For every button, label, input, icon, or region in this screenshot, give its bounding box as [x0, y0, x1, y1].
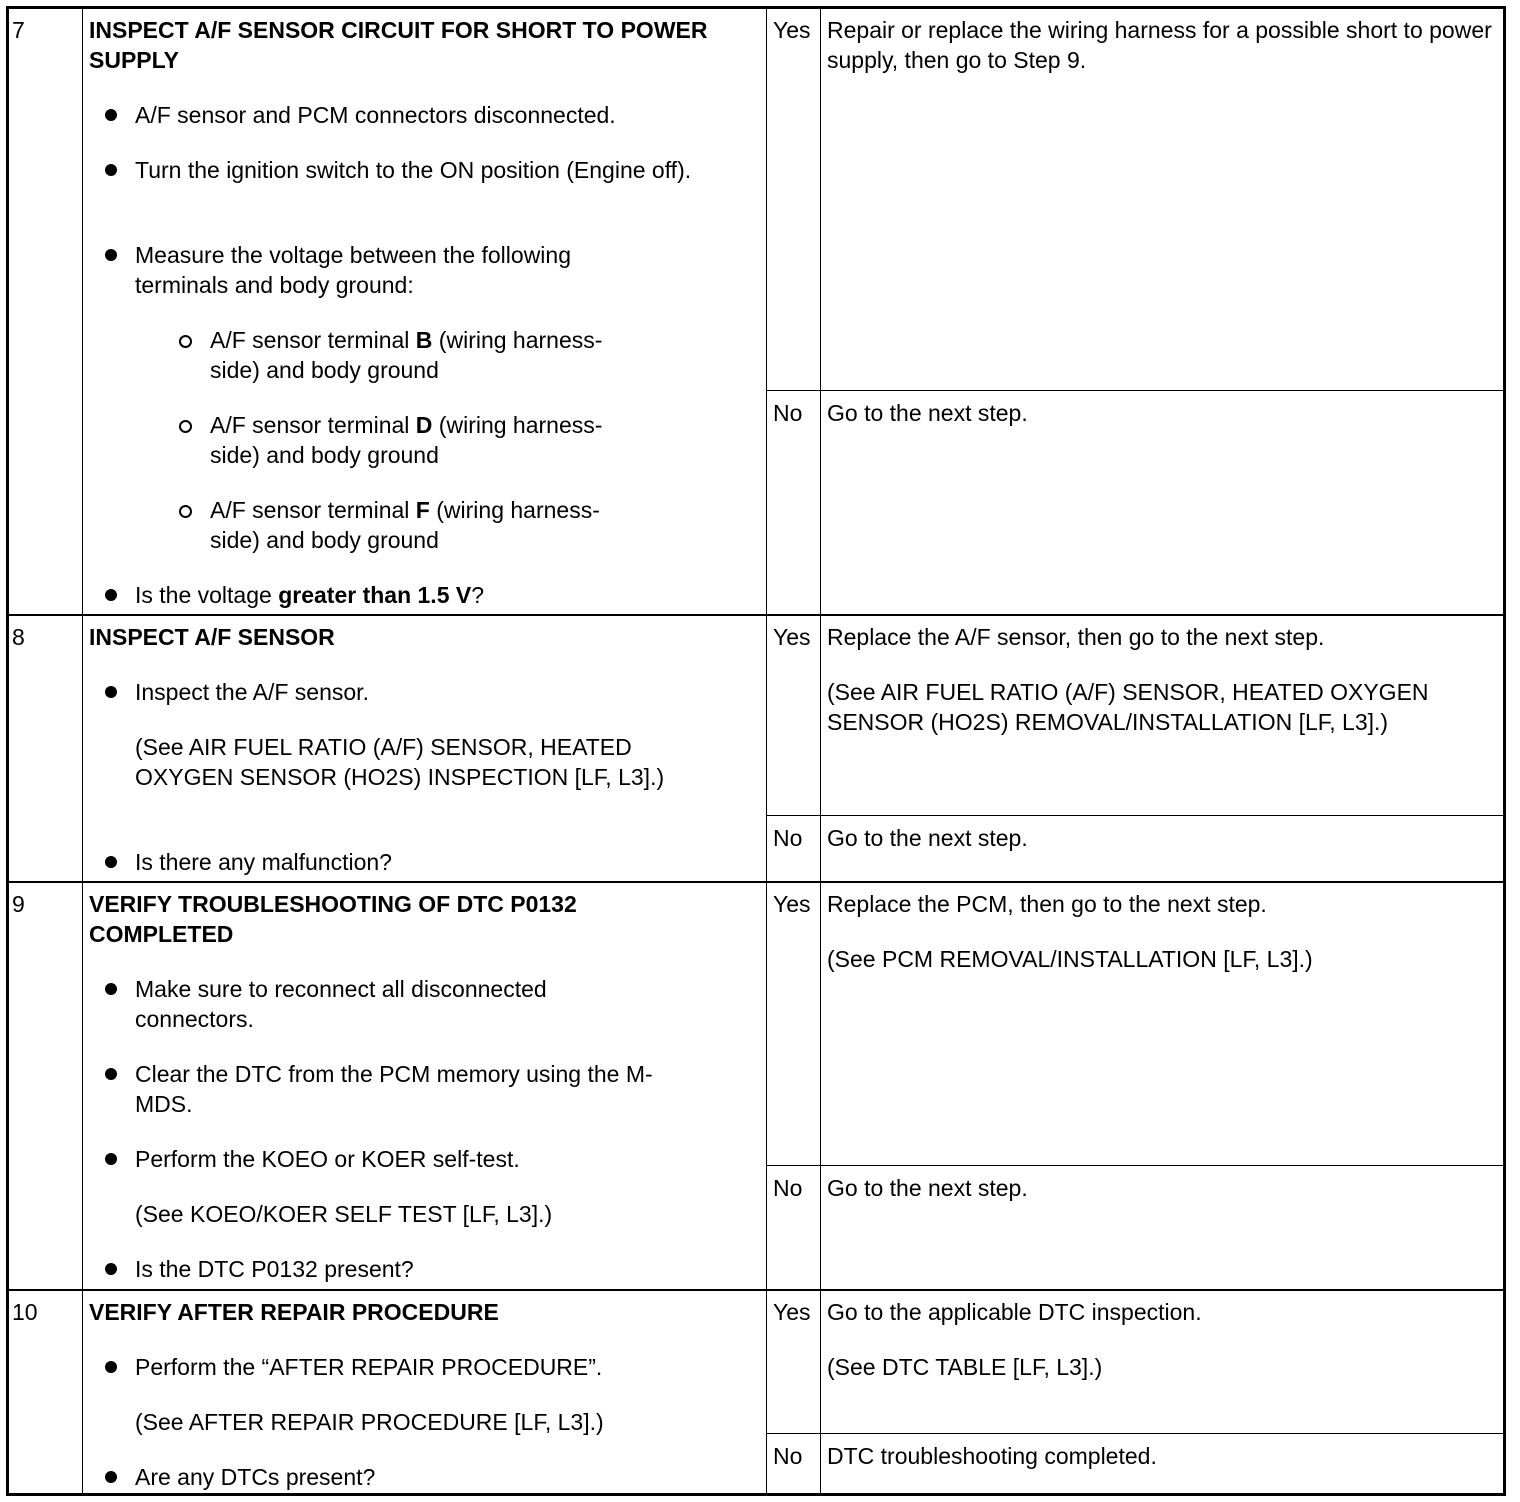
bullet-icon: [105, 686, 117, 698]
bullet-icon: [105, 1471, 117, 1483]
yes-label: Yes: [773, 624, 811, 650]
no-action: Go to the next step.: [827, 400, 1028, 426]
question: Are any DTCs present?: [135, 1462, 725, 1492]
bullet-icon: [105, 249, 117, 261]
bullet-icon: [105, 1153, 117, 1165]
yes-action: Repair or replace the wiring harness for a possible short to power supply, then go to Step 9.: [827, 17, 1492, 73]
row-divider: [9, 1289, 1503, 1291]
reference-text: (See AFTER REPAIR PROCEDURE [LF, L3].): [135, 1409, 604, 1435]
step-title: INSPECT A/F SENSOR CIRCUIT FOR SHORT TO POWER SUPPLY: [89, 17, 708, 73]
yes-no-divider: [766, 815, 1503, 816]
no-action: Go to the next step.: [827, 825, 1028, 851]
yes-reference: (See DTC TABLE [LF, L3].): [827, 1354, 1103, 1380]
question: Is the voltage greater than 1.5 V?: [135, 580, 725, 610]
sub-list-item: A/F sensor terminal D (wiring harness-side) and body ground: [210, 410, 610, 470]
step-title: INSPECT A/F SENSOR: [89, 624, 335, 650]
list-item: Measure the voltage between the following terminals and body ground:: [135, 240, 655, 300]
yes-no-divider: [766, 1433, 1503, 1434]
yes-no-divider: [766, 390, 1503, 391]
bullet-icon: [105, 983, 117, 995]
question: Is there any malfunction?: [135, 847, 725, 877]
list-item: Clear the DTC from the PCM memory using the M-MDS.: [135, 1059, 685, 1119]
row-divider: [9, 614, 1503, 616]
no-action: Go to the next step.: [827, 1175, 1028, 1201]
yes-label: Yes: [773, 17, 811, 43]
list-item: Turn the ignition switch to the ON position (Engine off).: [135, 155, 725, 185]
circle-bullet-icon: [179, 420, 192, 433]
bullet-icon: [105, 109, 117, 121]
step-title: VERIFY AFTER REPAIR PROCEDURE: [89, 1299, 499, 1325]
column-divider-answer: [820, 9, 821, 1493]
step-number: 9: [12, 891, 25, 917]
reference-text: (See AIR FUEL RATIO (A/F) SENSOR, HEATED OXYGEN SENSOR (HO2S) INSPECTION [LF, L3].): [135, 734, 665, 790]
bullet-icon: [105, 164, 117, 176]
yes-no-divider: [766, 1165, 1503, 1166]
list-item: Inspect the A/F sensor.: [135, 677, 725, 707]
bullet-icon: [105, 1263, 117, 1275]
column-divider-inspection: [766, 9, 767, 1493]
list-item: Make sure to reconnect all disconnected connectors.: [135, 974, 605, 1034]
no-label: No: [773, 825, 803, 851]
no-label: No: [773, 1175, 803, 1201]
step-number: 10: [12, 1299, 38, 1325]
yes-action: Replace the A/F sensor, then go to the next step.: [827, 624, 1325, 650]
bullet-icon: [105, 856, 117, 868]
no-action: DTC troubleshooting completed.: [827, 1443, 1157, 1469]
list-item: Perform the KOEO or KOER self-test.: [135, 1144, 725, 1174]
reference-text: (See KOEO/KOER SELF TEST [LF, L3].): [135, 1201, 553, 1227]
bullet-icon: [105, 1068, 117, 1080]
yes-label: Yes: [773, 891, 811, 917]
circle-bullet-icon: [179, 505, 192, 518]
yes-reference: (See PCM REMOVAL/INSTALLATION [LF, L3].): [827, 946, 1313, 972]
sub-list-item: A/F sensor terminal B (wiring harness-side) and body ground: [210, 325, 610, 385]
troubleshooting-table: [6, 6, 1506, 1496]
question: Is the DTC P0132 present?: [135, 1254, 725, 1284]
row-divider: [9, 881, 1503, 883]
yes-action: Go to the applicable DTC inspection.: [827, 1299, 1202, 1325]
sub-list-item: A/F sensor terminal F (wiring harness-side) and body ground: [210, 495, 610, 555]
no-label: No: [773, 1443, 803, 1469]
no-label: No: [773, 400, 803, 426]
list-item: Perform the “AFTER REPAIR PROCEDURE”.: [135, 1352, 725, 1382]
step-number: 8: [12, 624, 25, 650]
column-divider-step: [82, 9, 83, 1493]
yes-reference: (See AIR FUEL RATIO (A/F) SENSOR, HEATED OXYGEN SENSOR (HO2S) REMOVAL/INSTALLATION [LF, L3].): [827, 679, 1429, 735]
circle-bullet-icon: [179, 335, 192, 348]
yes-action: Replace the PCM, then go to the next step.: [827, 891, 1267, 917]
step-number: 7: [12, 17, 25, 43]
yes-label: Yes: [773, 1299, 811, 1325]
step-title: VERIFY TROUBLESHOOTING OF DTC P0132 COMPLETED: [89, 891, 577, 947]
list-item: A/F sensor and PCM connectors disconnected.: [135, 100, 725, 130]
bullet-icon: [105, 589, 117, 601]
bullet-icon: [105, 1361, 117, 1373]
